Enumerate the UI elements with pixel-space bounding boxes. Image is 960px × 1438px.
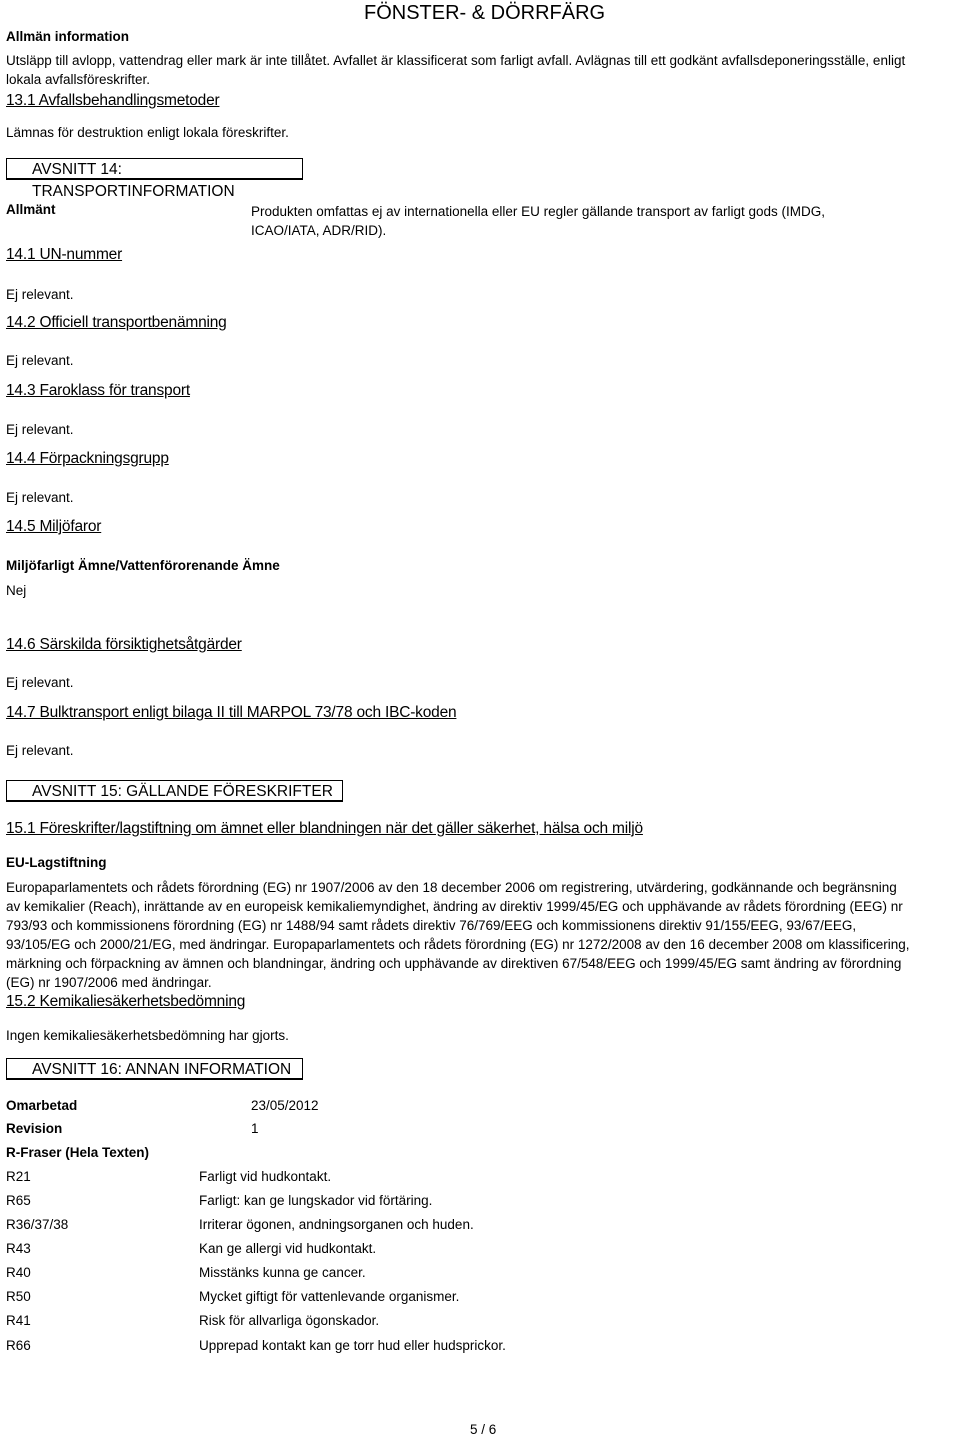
transport-general-text: Produkten omfattas ej av internationella eller EU regler gällande transport av farligt gods (IMDG, ICAO/IATA, ADR/RID). [251,204,826,238]
rphrase-text: Farligt: kan ge lungskador vid förtäring. [199,1193,433,1208]
text-14-1: Ej relevant. [6,287,74,302]
text-14-3: Ej relevant. [6,422,74,437]
env-hazard-label: Miljöfarligt Ämne/Vattenförorenande Ämne [6,558,280,573]
heading-14-5: 14.5 Miljöfaror [6,518,102,535]
heading-14-6: 14.6 Särskilda försiktighetsåtgärder [6,636,242,653]
section-14-title: AVSNITT 14: TRANSPORTINFORMATION [32,161,235,200]
revised-value: 23/05/2012 [251,1098,319,1113]
rphrase-code: R50 [6,1289,31,1304]
rphrase-text: Irriterar ögonen, andningsorganen och huden. [199,1217,474,1232]
heading-15-1: 15.1 Föreskrifter/lagstiftning om ämnet eller blandningen när det gäller säkerhet, hälsa och miljö [6,820,643,837]
text-14-4: Ej relevant. [6,490,74,505]
revision-label: Revision [6,1121,63,1136]
rphrase-code: R43 [6,1241,31,1256]
heading-15-2: 15.2 Kemikaliesäkerhetsbedömning [6,993,246,1010]
revision-value: 1 [251,1121,259,1136]
text-14-6: Ej relevant. [6,675,74,690]
eu-legislation-text: Europaparlamentets och rådets förordning (EG) nr 1907/2006 av den 18 december 2006 om registrering, utvärdering, godkännande och begränsning av kemikalier (Reach), inrättande av en europeisk kemikaliemyndighet, ändring av direktiv 1999/45/EG och upphävande av rådets förordning (EEG) nr 793/93 och kommissionens förordning (EG) nr 1488/94 samt rådets direktiv 76/769/EEG och kommissionens direktiv 91/155/EEG, 93/67/EEG, 93/105/EG och 2000/21/EG, med ändringar. Europaparlamentets och rådets förordning (EG) nr 1272/2008 av den 16 december 2008 om klassificering, märkning och förpackning av ämnen och blandningar, ändring och upphävande av direktiven 67/548/EEG och 1999/45/EG samt ändring av förordning (EG) nr 1907/2006 med ändringar. [6,880,910,990]
section-15-title: AVSNITT 15: GÄLLANDE FÖRESKRIFTER [32,783,333,800]
rphrase-code: R40 [6,1265,31,1280]
text-14-2: Ej relevant. [6,353,74,368]
env-hazard-value: Nej [6,583,27,598]
rphrase-text: Misstänks kunna ge cancer. [199,1265,366,1280]
heading-14-2: 14.2 Officiell transportbenämning [6,314,227,331]
rphrase-text: Risk för allvarliga ögonskador. [199,1313,380,1328]
eu-legislation-label: EU-Lagstiftning [6,855,107,870]
rphrase-text: Kan ge allergi vid hudkontakt. [199,1241,377,1256]
rphrase-code: R21 [6,1169,31,1184]
heading-13-1: 13.1 Avfallsbehandlingsmetoder [6,92,220,109]
rphrase-text: Upprepad kontakt kan ge torr hud eller hudsprickor. [199,1338,506,1353]
general-info-label: Allmän information [6,29,130,44]
revised-label: Omarbetad [6,1098,78,1113]
section-16-title: AVSNITT 16: ANNAN INFORMATION [32,1061,292,1078]
heading-14-7: 14.7 Bulktransport enligt bilaga II till MARPOL 73/78 och IBC-koden [6,704,457,721]
page-number: 5 / 6 [470,1422,497,1437]
rphrase-code: R41 [6,1313,31,1328]
text-15-2: Ingen kemikaliesäkerhetsbedömning har gjorts. [6,1028,289,1043]
waste-general-text: Utsläpp till avlopp, vattendrag eller mark är inte tillåtet. Avfallet är klassificerat som farligt avfall. Avlägnas till ett godkänt avfallsdeponeringsställe, enligt lokala avfallsföreskrifter. [6,53,906,87]
rphrase-text: Mycket giftigt för vattenlevande organismer. [199,1289,460,1304]
rphrase-code: R65 [6,1193,31,1208]
heading-14-1: 14.1 UN-nummer [6,246,123,263]
heading-14-4: 14.4 Förpackningsgrupp [6,450,169,467]
text-14-7: Ej relevant. [6,743,74,758]
transport-general-label: Allmänt [6,202,56,217]
section-15-header [6,780,343,802]
rphrase-code: R66 [6,1338,31,1353]
rphrase-text: Farligt vid hudkontakt. [199,1169,332,1184]
heading-14-3: 14.3 Faroklass för transport [6,382,190,399]
section-16-header [6,1058,303,1080]
section-14-header [6,158,303,200]
rphrase-code: R36/37/38 [6,1217,69,1232]
text-13-1: Lämnas för destruktion enligt lokala föreskrifter. [6,125,289,140]
document-title: FÖNSTER- & DÖRRFÄRG [364,2,606,24]
rphrases-label: R-Fraser (Hela Texten) [6,1145,150,1160]
